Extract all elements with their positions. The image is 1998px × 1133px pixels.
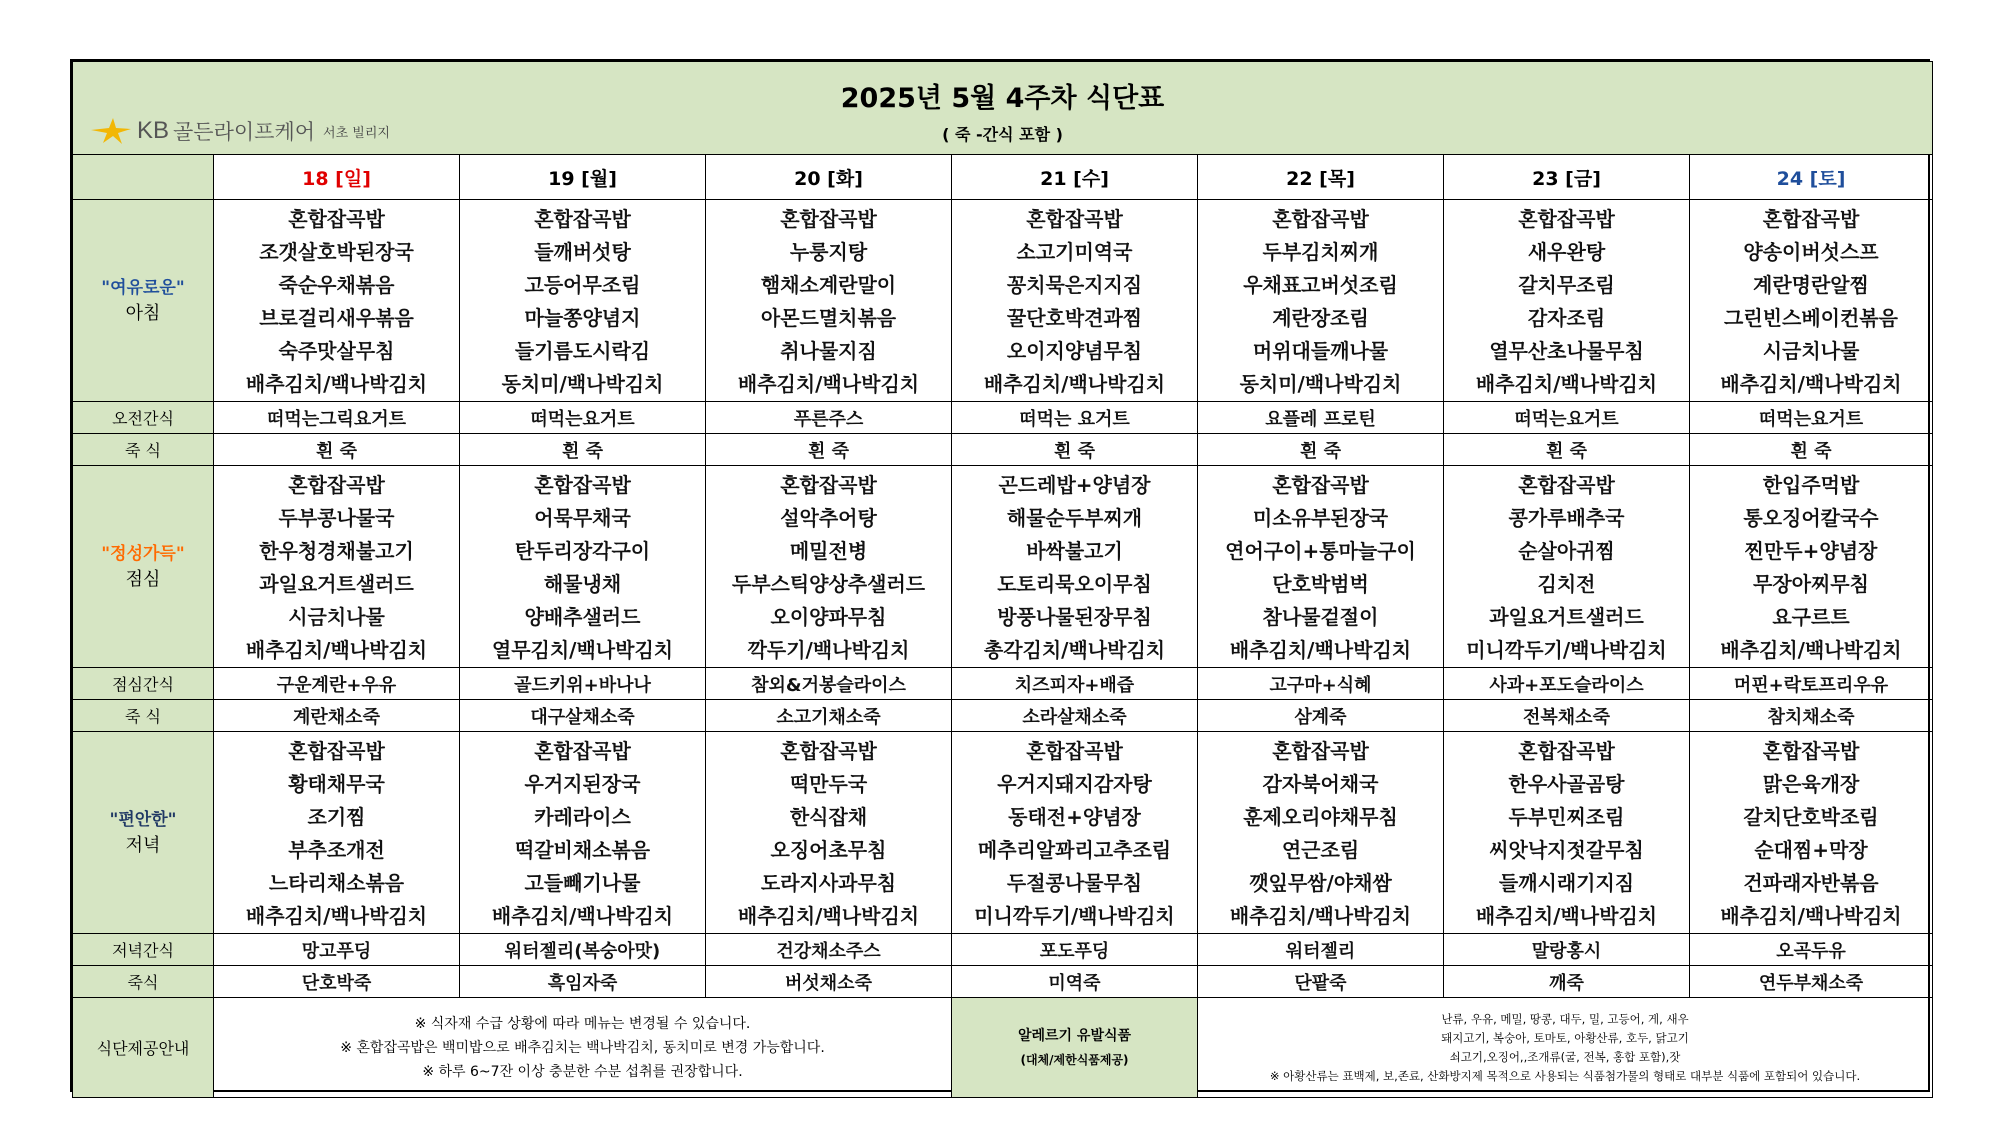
menu-item: 동태전+양념장 (1008, 805, 1141, 829)
menu-item: 탄두리장각구이 (514, 539, 651, 563)
snack-cell: 골드키위+바나나 (460, 668, 706, 700)
page-title: 2025년 5월 4주차 식단표 (840, 83, 1165, 114)
snack-cell: 치즈피자+배즙 (952, 668, 1198, 700)
meal-cell (460, 466, 706, 668)
morning-snack-row (73, 402, 1933, 434)
menu-item: 떡갈비채소볶음 (514, 838, 651, 862)
allergy-title: 알레르기 유발식품 (1017, 1027, 1132, 1044)
porridge-label: 죽 식 (73, 434, 214, 466)
breakfast-label (73, 200, 214, 402)
menu-item: 오징어초무침 (770, 838, 887, 862)
snack-cell: 떠먹는그릭요거트 (214, 402, 460, 434)
allergy-line: 돼지고기, 복숭아, 토마토, 아황산류, 호두, 닭고기 (1441, 1030, 1689, 1045)
menu-item: 혼합잡곡밥 (1518, 473, 1615, 497)
menu-item: 배추김치/백나박김치 (737, 904, 920, 928)
menu-item: 혼합잡곡밥 (288, 207, 385, 231)
notes-label: 식단제공안내 (73, 998, 214, 1098)
meal-cell (952, 466, 1198, 668)
snack-cell: 떠먹는요거트 (1690, 402, 1933, 434)
menu-item: 새우완탕 (1527, 240, 1606, 264)
meal-cell (706, 466, 952, 668)
menu-item: 미소유부된장국 (1252, 506, 1389, 530)
menu-item: 맑은육개장 (1762, 772, 1860, 796)
logo-kb-text: KB (137, 117, 170, 144)
day-header-row (73, 155, 1933, 200)
snack-cell: 고구마+식혜 (1198, 668, 1444, 700)
menu-item: 들깨시래기지짐 (1498, 871, 1635, 895)
menu-item: 해물순두부찌개 (1006, 506, 1143, 530)
lunch-snack-row (73, 668, 1933, 700)
dinner-row (73, 732, 1933, 934)
day-header: 22 [목] (1198, 155, 1444, 200)
porridge-cell: 대구살채소죽 (460, 700, 706, 732)
morning-snack-label: 오전간식 (73, 402, 214, 434)
menu-item: 계란명란알찜 (1753, 273, 1869, 297)
meal-cell (1198, 200, 1444, 402)
menu-item: 혼합잡곡밥 (534, 739, 631, 763)
porridge-cell: 전복채소죽 (1444, 700, 1690, 732)
snack-cell: 망고푸딩 (214, 934, 460, 966)
porridge-cell: 흰 죽 (460, 434, 706, 466)
menu-item: 두부콩나물국 (278, 506, 395, 530)
menu-item: 혼합잡곡밥 (1026, 207, 1123, 231)
breakfast-meal-name: 아침 (125, 302, 161, 324)
menu-item: 들기름도시락김 (514, 339, 651, 363)
note-line: ※ 하루 6~7잔 이상 충분한 수분 섭취를 권장합니다. (422, 1063, 743, 1080)
menu-item: 배추김치/백나박김치 (1229, 638, 1412, 662)
menu-item: 배추김치/백나박김치 (245, 638, 428, 662)
porridge-cell: 소라살채소죽 (952, 700, 1198, 732)
day-header: 18 [일] (214, 155, 460, 200)
menu-item: 부추조개전 (288, 838, 385, 862)
meal-cell (1444, 200, 1690, 402)
snack-cell: 사과+포도슬라이스 (1444, 668, 1690, 700)
meal-cell (1444, 466, 1690, 668)
menu-item: 감자북어채국 (1262, 772, 1379, 796)
menu-item: 혼합잡곡밥 (1272, 207, 1369, 231)
menu-item: 오이양파무침 (770, 605, 887, 629)
company-logo (89, 116, 390, 146)
menu-item: 메밀전병 (789, 539, 868, 563)
snack-cell: 워터젤리 (1198, 934, 1444, 966)
snack-cell: 워터젤리(복숭아맛) (460, 934, 706, 966)
menu-item: 배추김치/백나박김치 (1475, 372, 1658, 396)
menu-item: 요구르트 (1772, 605, 1850, 629)
menu-item: 한우청경채불고기 (259, 539, 414, 563)
lunch-snack-label: 점심간식 (73, 668, 214, 700)
menu-item: 혼합잡곡밥 (1272, 473, 1369, 497)
menu-item: 도토리묵오이무침 (997, 572, 1152, 596)
menu-item: 계란장조림 (1272, 306, 1369, 330)
snack-cell: 푸른주스 (706, 402, 952, 434)
menu-item: 혼합잡곡밥 (288, 473, 385, 497)
snack-cell: 떠먹는요거트 (1444, 402, 1690, 434)
menu-item: 배추김치/백나박김치 (245, 372, 428, 396)
menu-item: 감자조림 (1527, 306, 1606, 330)
menu-item: 오이지양념무침 (1006, 339, 1143, 363)
menu-item: 무장아찌무침 (1753, 572, 1869, 596)
menu-item: 두부김치찌개 (1262, 240, 1379, 264)
menu-item: 혼합잡곡밥 (1518, 739, 1615, 763)
menu-item: 연어구이+통마늘구이 (1225, 539, 1416, 563)
menu-item: 깻잎무쌈/야채쌈 (1249, 871, 1392, 895)
meal-plan-sheet (70, 59, 1930, 1092)
note-line: ※ 식자재 수급 상황에 따라 메뉴는 변경될 수 있습니다. (414, 1015, 751, 1032)
porridge-cell: 흰 죽 (1444, 434, 1690, 466)
meal-cell (1690, 732, 1933, 934)
menu-item: 시금치나물 (1762, 339, 1860, 363)
menu-item: 떡만두국 (789, 772, 868, 796)
corner-cell (73, 155, 214, 200)
menu-item: 시금치나물 (288, 605, 385, 629)
snack-cell: 구운계란+우유 (214, 668, 460, 700)
menu-item: 조갯살호박된장국 (259, 240, 414, 264)
porridge-cell: 계란채소죽 (214, 700, 460, 732)
porridge-cell: 흰 죽 (952, 434, 1198, 466)
menu-item: 배추김치/백나박김치 (1720, 372, 1902, 396)
snack-cell: 머핀+락토프리우유 (1690, 668, 1933, 700)
menu-item: 햄채소계란말이 (760, 273, 897, 297)
menu-item: 배추김치/백나박김치 (1720, 904, 1902, 928)
menu-item: 건파래자반볶음 (1743, 871, 1879, 895)
menu-item: 마늘쫑양념지 (524, 306, 641, 330)
menu-item: 해물냉채 (543, 572, 622, 596)
snack-cell: 요플레 프로틴 (1198, 402, 1444, 434)
menu-item: 숙주맛살무침 (278, 339, 395, 363)
menu-item: 곤드레밥+양념장 (998, 473, 1151, 497)
menu-item: 순살아귀찜 (1518, 539, 1615, 563)
meal-cell (952, 732, 1198, 934)
snack-cell: 참외&거봉슬라이스 (706, 668, 952, 700)
porridge-cell: 흰 죽 (1690, 434, 1933, 466)
snack-cell: 포도푸딩 (952, 934, 1198, 966)
porridge-cell: 미역죽 (952, 966, 1198, 998)
menu-item: 열무산초나물무침 (1489, 339, 1644, 363)
porridge-row-2 (73, 700, 1933, 732)
menu-item: 혼합잡곡밥 (534, 473, 631, 497)
meal-cell (706, 200, 952, 402)
porridge-cell: 흰 죽 (214, 434, 460, 466)
menu-item: 카레라이스 (534, 805, 631, 829)
menu-item: 혼합잡곡밥 (1026, 739, 1123, 763)
menu-item: 찐만두+양념장 (1744, 539, 1878, 563)
menu-item: 소고기미역국 (1016, 240, 1133, 264)
menu-item: 우채표고버섯조림 (1243, 273, 1398, 297)
lunch-row (73, 466, 1933, 668)
menu-item: 혼합잡곡밥 (780, 207, 877, 231)
menu-item: 단호박범벅 (1272, 572, 1369, 596)
menu-item: 머위대들깨나물 (1252, 339, 1389, 363)
dinner-quote: "편안한" (109, 809, 177, 830)
menu-item: 한입주먹밥 (1762, 473, 1860, 497)
lunch-quote: "정성가득" (101, 543, 185, 564)
menu-item: 메추리알꽈리고추조림 (977, 838, 1172, 862)
menu-item: 바싹불고기 (1026, 539, 1123, 563)
menu-item: 꽁치묵은지지짐 (1006, 273, 1143, 297)
meal-cell (1690, 466, 1933, 668)
snack-cell: 건강채소주스 (706, 934, 952, 966)
menu-item: 배추김치/백나박김치 (737, 372, 920, 396)
menu-item: 조기찜 (307, 805, 366, 829)
porridge-cell: 버섯채소죽 (706, 966, 952, 998)
menu-item: 아몬드멸치볶음 (760, 306, 897, 330)
meal-plan-table (72, 61, 1933, 1098)
menu-item: 황태채무국 (288, 772, 385, 796)
porridge-row-1 (73, 434, 1933, 466)
notes-cell (214, 998, 952, 1098)
meal-cell (1444, 732, 1690, 934)
menu-item: 누룽지탕 (789, 240, 868, 264)
day-header: 19 [월] (460, 155, 706, 200)
menu-item: 양배추샐러드 (524, 605, 641, 629)
menu-item: 그린빈스베이컨볶음 (1724, 306, 1898, 330)
breakfast-quote: "여유로운" (101, 277, 185, 298)
menu-item: 순대찜+막장 (1754, 838, 1868, 862)
menu-item: 과일요거트샐러드 (259, 572, 414, 596)
allergy-subtitle: (대체/제한식품제공) (1020, 1052, 1129, 1067)
menu-item: 동치미/백나박김치 (501, 372, 664, 396)
menu-item: 혼합잡곡밥 (1762, 739, 1860, 763)
meal-cell (214, 200, 460, 402)
porridge-cell: 흰 죽 (706, 434, 952, 466)
menu-item: 훈제오리야채무침 (1243, 805, 1398, 829)
meal-cell (460, 200, 706, 402)
snack-cell: 오곡두유 (1690, 934, 1933, 966)
porridge-cell: 참치채소죽 (1690, 700, 1933, 732)
allergy-line: 쇠고기,오징어,,조개류(굴, 전복, 홍합 포함),잣 (1449, 1049, 1681, 1064)
meal-cell (214, 732, 460, 934)
breakfast-row (73, 200, 1933, 402)
porridge-row-3 (73, 966, 1933, 998)
meal-cell (214, 466, 460, 668)
menu-item: 한우사골곰탕 (1508, 772, 1625, 796)
porridge-cell: 삼계죽 (1198, 700, 1444, 732)
meal-cell (1690, 200, 1933, 402)
notes-row (73, 998, 1933, 1098)
day-header: 24 [토] (1690, 155, 1933, 200)
porridge-cell: 깨죽 (1444, 966, 1690, 998)
lunch-label (73, 466, 214, 668)
menu-item: 들깨버섯탕 (534, 240, 631, 264)
menu-item: 과일요거트샐러드 (1489, 605, 1644, 629)
dinner-meal-name: 저녁 (125, 834, 161, 856)
menu-item: 혼합잡곡밥 (780, 739, 877, 763)
menu-item: 통오징어칼국수 (1743, 506, 1879, 530)
menu-item: 열무김치/백나박김치 (491, 638, 674, 662)
menu-item: 꿀단호박견과찜 (1006, 306, 1143, 330)
day-header: 21 [수] (952, 155, 1198, 200)
menu-item: 혼합잡곡밥 (780, 473, 877, 497)
lunch-meal-name: 점심 (125, 568, 161, 590)
menu-item: 양송이버섯스프 (1743, 240, 1879, 264)
menu-item: 배추김치/백나박김치 (245, 904, 428, 928)
logo-sub-text: 서초 빌리지 (323, 125, 390, 141)
menu-item: 취나물지짐 (780, 339, 877, 363)
menu-item: 배추김치/백나박김치 (1475, 904, 1658, 928)
menu-item: 혼합잡곡밥 (288, 739, 385, 763)
menu-item: 미니깍두기/백나박김치 (974, 904, 1175, 928)
dinner-snack-label: 저녁간식 (73, 934, 214, 966)
menu-item: 배추김치/백나박김치 (491, 904, 674, 928)
menu-item: 설악추어탕 (780, 506, 877, 530)
menu-item: 우거지돼지감자탕 (997, 772, 1152, 796)
menu-item: 갈치단호박조림 (1743, 805, 1879, 829)
menu-item: 혼합잡곡밥 (534, 207, 631, 231)
porridge-cell: 흑임자죽 (460, 966, 706, 998)
allergy-label-cell (952, 998, 1198, 1098)
menu-item: 총각김치/백나박김치 (983, 638, 1166, 662)
menu-item: 혼합잡곡밥 (1272, 739, 1369, 763)
header-banner (73, 62, 1933, 155)
allergy-line: 난류, 우유, 메밀, 땅콩, 대두, 밀, 고등어, 게, 새우 (1441, 1011, 1689, 1026)
allergy-list-cell (1198, 998, 1933, 1098)
menu-item: 우거지된장국 (524, 772, 641, 796)
menu-item: 방풍나물된장무침 (997, 605, 1152, 629)
menu-item: 고등어무조림 (524, 273, 641, 297)
menu-item: 김치전 (1537, 572, 1596, 596)
menu-item: 도라지사과무침 (760, 871, 897, 895)
porridge-cell: 단팥죽 (1198, 966, 1444, 998)
dinner-snack-row (73, 934, 1933, 966)
snack-cell: 떠먹는 요거트 (952, 402, 1198, 434)
porridge-label: 죽식 (73, 966, 214, 998)
day-header: 23 [금] (1444, 155, 1690, 200)
menu-item: 동치미/백나박김치 (1239, 372, 1402, 396)
menu-item: 한식잡채 (789, 805, 868, 829)
meal-cell (460, 732, 706, 934)
page-subtitle: ( 죽 -간식 포함 ) (942, 125, 1063, 144)
menu-item: 느타리채소볶음 (268, 871, 405, 895)
porridge-cell: 흰 죽 (1198, 434, 1444, 466)
menu-item: 두절콩나물무침 (1006, 871, 1143, 895)
menu-item: 어묵무채국 (534, 506, 631, 530)
menu-item: 죽순우채볶음 (278, 273, 395, 297)
snack-cell: 떠먹는요거트 (460, 402, 706, 434)
meal-cell (952, 200, 1198, 402)
note-line: ※ 혼합잡곡밥은 백미밥으로 배추김치는 백나박김치, 동치미로 변경 가능합니다. (340, 1039, 825, 1056)
dinner-label (73, 732, 214, 934)
menu-item: 배추김치/백나박김치 (983, 372, 1166, 396)
menu-item: 참나물겉절이 (1262, 605, 1379, 629)
meal-cell (706, 732, 952, 934)
day-header: 20 [화] (706, 155, 952, 200)
menu-item: 콩가루배추국 (1508, 506, 1625, 530)
menu-item: 미니깍두기/백나박김치 (1466, 638, 1667, 662)
menu-item: 브로걸리새우볶음 (259, 306, 414, 330)
menu-item: 갈치무조림 (1518, 273, 1615, 297)
menu-item: 두부스틱양상추샐러드 (731, 572, 926, 596)
menu-item: 고들빼기나물 (524, 871, 641, 895)
menu-item: 깍두기/백나박김치 (747, 638, 910, 662)
menu-item: 혼합잡곡밥 (1518, 207, 1615, 231)
porridge-cell: 소고기채소죽 (706, 700, 952, 732)
star-logo-icon (89, 116, 133, 146)
menu-item: 씨앗낙지젓갈무침 (1489, 838, 1644, 862)
menu-item: 배추김치/백나박김치 (1229, 904, 1412, 928)
menu-item: 배추김치/백나박김치 (1720, 638, 1902, 662)
meal-cell (1198, 732, 1444, 934)
snack-cell: 말랑홍시 (1444, 934, 1690, 966)
porridge-cell: 연두부채소죽 (1690, 966, 1933, 998)
menu-item: 두부민찌조림 (1508, 805, 1625, 829)
menu-item: 혼합잡곡밥 (1762, 207, 1860, 231)
porridge-cell: 단호박죽 (214, 966, 460, 998)
porridge-label: 죽 식 (73, 700, 214, 732)
logo-name-text: 골든라이프케어 (173, 120, 316, 144)
meal-cell (1198, 466, 1444, 668)
allergy-line: ※ 아황산류는 표백제, 보,존료, 산화방지제 목적으로 사용되는 식품첨가물의 형태로 대부분 식품에 포함되어 있습니다. (1269, 1068, 1861, 1083)
menu-item: 연근조림 (1281, 838, 1360, 862)
